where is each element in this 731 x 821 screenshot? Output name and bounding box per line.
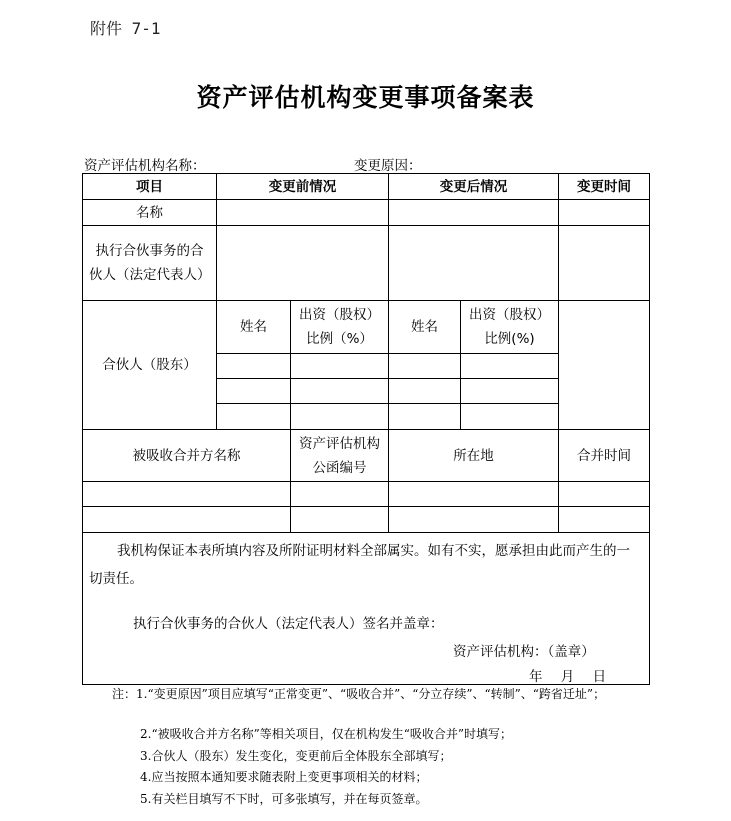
note-1: 注：1.“变更原因”项目应填写“正常变更”、“吸收合并”、“分立存续”、“转制”、“跨省迁址”； bbox=[112, 687, 606, 701]
certification-statement: 我机构保证本表所填内容及所附证明材料全部属实。如有不实，愿承担由此而产生的一切责任。 bbox=[89, 543, 630, 587]
merger-cell[interactable] bbox=[83, 482, 291, 507]
merger-cell[interactable] bbox=[559, 507, 650, 533]
merger-time-header: 合并时间 bbox=[559, 430, 650, 482]
partner-cell[interactable] bbox=[461, 379, 559, 404]
sub-header-name-after: 姓名 bbox=[389, 301, 461, 354]
name-after-cell[interactable] bbox=[389, 200, 559, 226]
note-3: 3.合伙人（股东）发生变化，变更前后全体股东全部填写； bbox=[140, 749, 452, 763]
row-label-partner: 合伙人（股东） bbox=[83, 301, 217, 430]
exec-partner-after-cell[interactable] bbox=[389, 226, 559, 301]
attachment-label: 附件 7-1 bbox=[90, 19, 161, 38]
partner-cell[interactable] bbox=[291, 404, 389, 430]
header-after: 变更后情况 bbox=[389, 174, 559, 200]
row-label-name: 名称 bbox=[83, 200, 217, 226]
header-before: 变更前情况 bbox=[217, 174, 389, 200]
partner-cell[interactable] bbox=[389, 354, 461, 379]
merger-cell[interactable] bbox=[83, 507, 291, 533]
row-label-exec-partner: 执行合伙事务的合伙人（法定代表人） bbox=[83, 226, 217, 301]
merger-letter-no-header: 资产评估机构公函编号 bbox=[291, 430, 389, 482]
partner-cell[interactable] bbox=[217, 404, 291, 430]
merger-location-header: 所在地 bbox=[389, 430, 559, 482]
merger-cell[interactable] bbox=[389, 482, 559, 507]
form-title: 资产评估机构变更事项备案表 bbox=[196, 83, 535, 112]
date-line: 年 月 日 bbox=[529, 669, 607, 685]
partner-cell[interactable] bbox=[217, 379, 291, 404]
partner-time-cell[interactable] bbox=[559, 301, 650, 430]
header-item: 项目 bbox=[83, 174, 217, 200]
partner-cell[interactable] bbox=[389, 404, 461, 430]
merger-cell[interactable] bbox=[291, 507, 389, 533]
sub-header-name-before: 姓名 bbox=[217, 301, 291, 354]
sub-header-capital-before: 出资（股权）比例（%） bbox=[291, 301, 389, 354]
sub-header-capital-after: 出资（股权）比例(%) bbox=[461, 301, 559, 354]
partner-cell[interactable] bbox=[461, 354, 559, 379]
note-4: 4.应当按照本通知要求随表附上变更事项相关的材料； bbox=[140, 770, 428, 784]
merger-cell[interactable] bbox=[559, 482, 650, 507]
org-name-label: 资产评估机构名称： bbox=[84, 158, 206, 174]
org-seal-line: 资产评估机构：（盖章） bbox=[453, 644, 595, 660]
partner-cell[interactable] bbox=[461, 404, 559, 430]
partner-cell[interactable] bbox=[217, 354, 291, 379]
certification-cell bbox=[83, 533, 650, 685]
exec-partner-time-cell[interactable] bbox=[559, 226, 650, 301]
note-5: 5.有关栏目填写不下时，可多张填写，并在每页签章。 bbox=[140, 792, 428, 806]
merger-cell[interactable] bbox=[389, 507, 559, 533]
header-change-time: 变更时间 bbox=[559, 174, 650, 200]
change-reason-label: 变更原因： bbox=[354, 158, 422, 174]
partner-cell[interactable] bbox=[389, 379, 461, 404]
merger-cell[interactable] bbox=[291, 482, 389, 507]
filing-table bbox=[82, 173, 650, 685]
note-2: 2.“被吸收合并方名称”等相关项目，仅在机构发生“吸收合并”时填写； bbox=[140, 727, 512, 741]
exec-partner-before-cell[interactable] bbox=[217, 226, 389, 301]
partner-cell[interactable] bbox=[291, 379, 389, 404]
name-before-cell[interactable] bbox=[217, 200, 389, 226]
name-time-cell[interactable] bbox=[559, 200, 650, 226]
signature-line: 执行合伙事务的合伙人（法定代表人）签名并盖章： bbox=[133, 616, 444, 632]
partner-cell[interactable] bbox=[291, 354, 389, 379]
merger-party-name-header: 被吸收合并方名称 bbox=[83, 430, 291, 482]
